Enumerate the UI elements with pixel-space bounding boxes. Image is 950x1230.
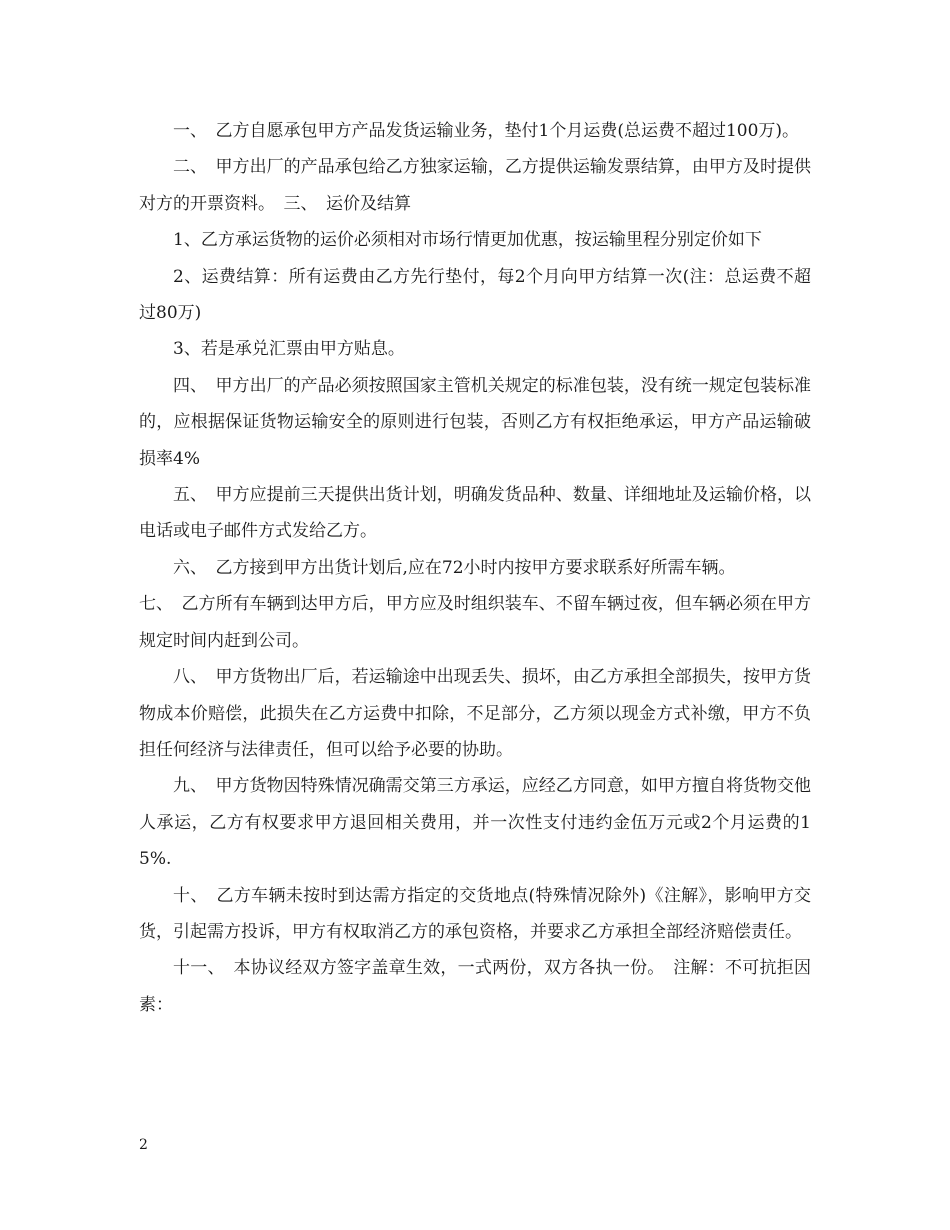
clause-2-paragraph: 二、 甲方出厂的产品承包给乙方独家运输，乙方提供运输发票结算，由甲方及时提供对方的开票资料。 三、 运价及结算 — [139, 157, 811, 214]
pricing-item-3-paragraph: 3、若是承兑汇票由甲方贴息。 — [173, 339, 405, 360]
clause-10-paragraph: 十、 乙方车辆未按时到达需方指定的交货地点(特殊情况除外)《注解》，影响甲方交货，引起需方投诉，甲方有权取消乙方的承包资格，并要求乙方承担全部经济赔偿责任。 — [139, 885, 811, 942]
clause-1-paragraph: 一、 乙方自愿承包甲方产品发货运输业务，垫付1个月运费(总运费不超过100万)。 — [173, 121, 800, 141]
clause-5-paragraph: 五、 甲方应提前三天提供出货计划，明确发货品种、数量、详细地址及运输价格，以电话或电子邮件方式发给乙方。 — [139, 485, 811, 542]
contract-body — [139, 113, 811, 1023]
clause-4-paragraph: 四、 甲方出厂的产品必须按照国家主管机关规定的标准包装，没有统一规定包装标准的，应根据保证货物运输安全的原则进行包装，否则乙方有权拒绝承运，甲方产品运输破损率4% — [139, 375, 811, 469]
clause-8-paragraph: 八、 甲方货物出厂后，若运输途中出现丢失、损坏，由乙方承担全部损失，按甲方货物成本价赔偿，此损失在乙方运费中扣除，不足部分，乙方须以现金方式补缴，甲方不负担任何经济与法律责任，但可以给予必要的协助。 — [139, 667, 811, 760]
pricing-item-2-paragraph: 2、运费结算：所有运费由乙方先行垫付，每2个月向甲方结算一次(注：总运费不超过80万) — [139, 266, 811, 324]
clause-11-paragraph: 十一、 本协议经双方签字盖章生效，一式两份，双方各执一份。 注解：不可抗拒因素： — [139, 958, 811, 1015]
clause-9-paragraph: 九、 甲方货物因特殊情况确需交第三方承运，应经乙方同意，如甲方擅自将货物交他人承运，乙方有权要求甲方退回相关费用，并一次性支付违约金伍万元或2个月运费的15%. — [139, 776, 811, 870]
pricing-item-1-paragraph: 1、乙方承运货物的运价必须相对市场行情更加优惠，按运输里程分别定价如下 — [173, 230, 762, 251]
clause-7-paragraph: 七、 乙方所有车辆到达甲方后，甲方应及时组织装车、不留车辆过夜，但车辆必须在甲方规定时间内赶到公司。 — [139, 594, 811, 651]
clause-6-paragraph: 六、 乙方接到甲方出货计划后,应在72小时内按甲方要求联系好所需车辆。 — [173, 557, 736, 578]
page-number: 2 — [139, 1137, 148, 1153]
